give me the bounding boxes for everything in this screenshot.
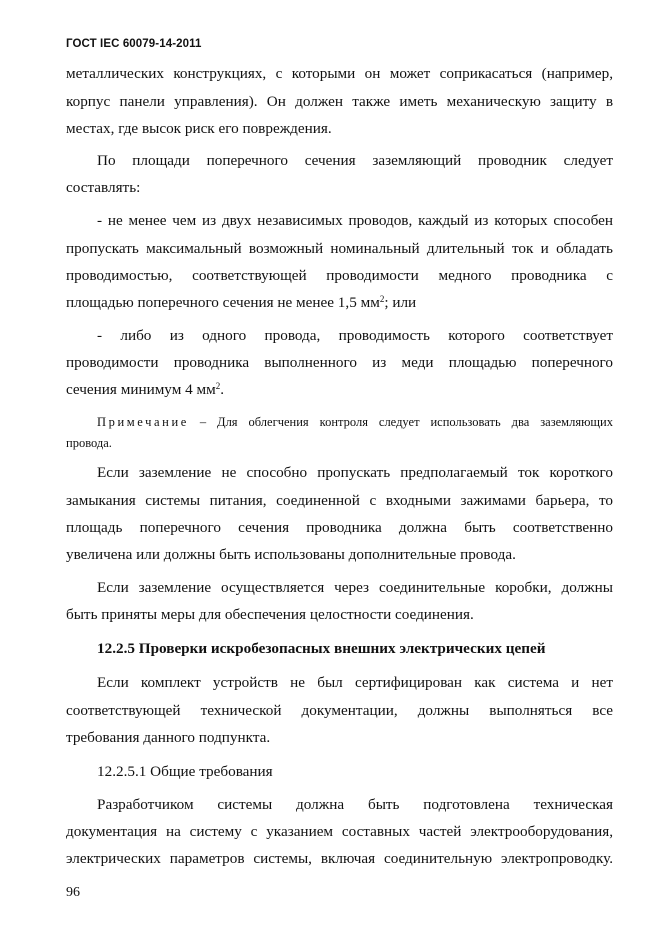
text-line: пропускать максимальный возможный номинальный длительный ток и обладать bbox=[66, 240, 613, 257]
list-item-line: - не менее чем из двух независимых проводов, каждый из которых способен bbox=[97, 212, 613, 229]
note-line bbox=[97, 414, 613, 430]
subsection-heading: 12.2.5.1 Общие требования bbox=[97, 763, 273, 780]
text-line: площадь поперечного сечения проводника должна быть соответственно bbox=[66, 519, 613, 536]
text-line: увеличена или должны быть использованы дополнительные провода. bbox=[66, 546, 516, 563]
text-line: Если комплект устройств не был сертифицирован как система и нет bbox=[97, 674, 613, 691]
superscript: 2 bbox=[379, 294, 385, 304]
section-heading: 12.2.5 Проверки искробезопасных внешних электрических цепей bbox=[97, 640, 546, 657]
text-line: корпус панели управления). Он должен также иметь механическую защиту в bbox=[66, 93, 613, 110]
page-number: 96 bbox=[66, 885, 80, 900]
text-line: соответствующей технической документации, должны выполняться все bbox=[66, 702, 613, 719]
text-line: документация на систему с указанием составных частей электрооборудования, bbox=[66, 823, 613, 840]
document-header: ГОСТ IEC 60079-14-2011 bbox=[66, 38, 202, 50]
text-run: сечения минимум 4 мм bbox=[66, 381, 216, 398]
text-line: Если заземление осуществляется через соединительные коробки, должны bbox=[97, 579, 613, 596]
text-line: Если заземление не способно пропускать предполагаемый ток короткого bbox=[97, 464, 613, 481]
list-item-line: - либо из одного провода, проводимость которого соответствует bbox=[97, 327, 613, 344]
text-line: быть приняты меры для обеспечения целостности соединения. bbox=[66, 606, 474, 623]
note-line: провода. bbox=[66, 436, 112, 450]
note-text: – Для облегчения контроля следует использовать два заземляющих bbox=[188, 415, 613, 429]
text-line: проводимостью, соответствующей проводимости медного проводника с bbox=[66, 267, 613, 284]
text-line: По площади поперечного сечения заземляющий проводник следует bbox=[97, 152, 613, 169]
text-run: . bbox=[220, 381, 225, 398]
text-line: электрических параметров системы, включая соединительную электропроводку. bbox=[66, 850, 613, 867]
note-label: Примечание bbox=[97, 415, 189, 429]
text-line: составлять: bbox=[66, 179, 141, 196]
superscript: 2 bbox=[215, 381, 221, 391]
text-line: металлических конструкциях, с которыми он может соприкасаться (например, bbox=[66, 65, 613, 82]
text-run: площадью поперечного сечения не менее 1,5 мм bbox=[66, 294, 380, 311]
text-line: проводимости проводника выполненного из меди площадью поперечного bbox=[66, 354, 613, 371]
text-run: ; или bbox=[384, 294, 417, 311]
text-line: замыкания системы питания, соединенной с входными зажимами барьера, то bbox=[66, 492, 613, 509]
text-line: местах, где высок риск его повреждения. bbox=[66, 120, 332, 137]
text-line: требования данного подпункта. bbox=[66, 729, 271, 746]
text-line bbox=[66, 294, 613, 312]
text-line bbox=[66, 381, 613, 399]
text-line: Разработчиком системы должна быть подготовлена техническая bbox=[97, 796, 613, 813]
